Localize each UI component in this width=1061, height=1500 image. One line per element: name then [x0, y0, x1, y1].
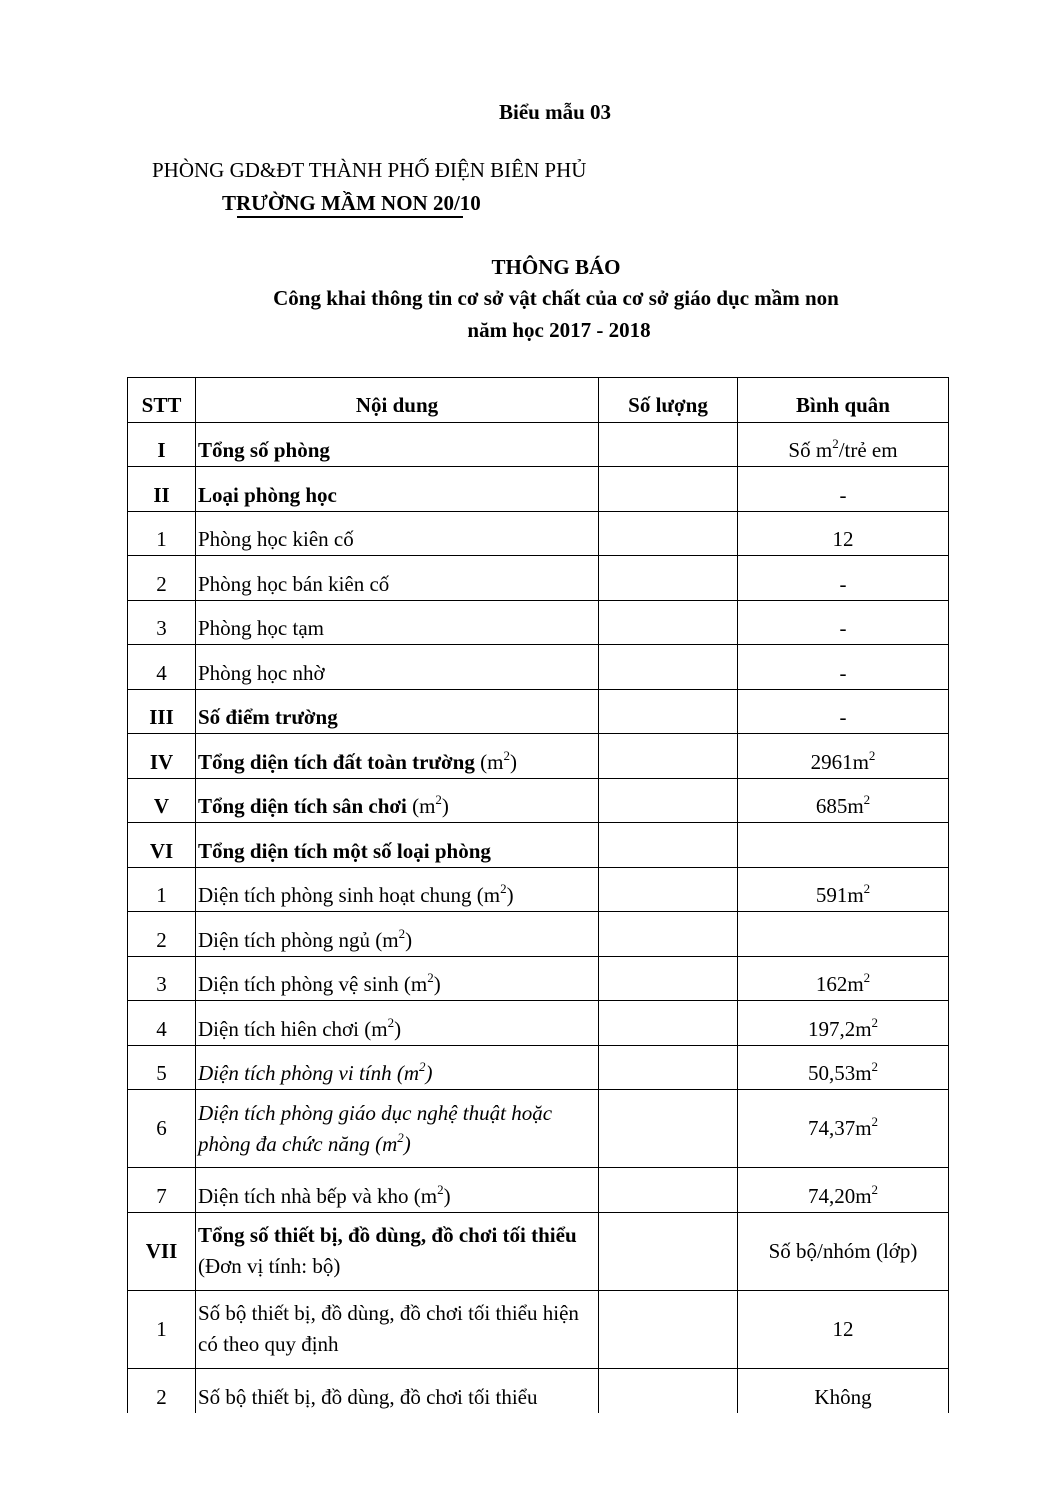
table-row	[128, 689, 949, 734]
table-row	[128, 1045, 949, 1090]
table-row	[128, 778, 949, 823]
row-average: 12	[738, 511, 949, 556]
row-average: -	[738, 689, 949, 734]
row-stt: 1	[128, 1290, 196, 1368]
row-content: Phòng học bán kiên cố	[196, 556, 599, 601]
row-content: Diện tích hiên chơi $(m^2)$	[196, 1001, 599, 1046]
table-row	[128, 1290, 949, 1368]
table-row	[128, 912, 949, 957]
row-content: Diện tích phòng vệ $\sinh (m^2)$	[196, 956, 599, 1001]
row-content: Tổng số thiết bị, đồ dùng, đồ chơi tối thiểu (Đơn vị tính: bộ)	[196, 1212, 599, 1290]
row-content: Diện tích phòng giáo dục nghệ thuật hoặc phòng đa chức năng $(m^2)$	[196, 1090, 599, 1168]
row-quantity	[599, 956, 738, 1001]
row-average: $162m^2$	[738, 956, 949, 1001]
column-header-stt: STT	[128, 378, 196, 423]
department-name: PHÒNG GD&ĐT THÀNH PHỐ ĐIỆN BIÊN PHỦ	[152, 158, 587, 182]
row-average: Không	[738, 1368, 949, 1413]
table-row	[128, 645, 949, 690]
column-header-quantity: Số lượng	[599, 378, 738, 423]
row-content: Số bộ thiết bị, đồ dùng, đồ chơi tối thiểu hiện có theo quy định	[196, 1290, 599, 1368]
row-content: Tổng diện tích một số loại phòng	[196, 823, 599, 868]
row-average: -	[738, 556, 949, 601]
row-quantity	[599, 1168, 738, 1213]
row-stt: 3	[128, 600, 196, 645]
row-average: Số $m^2$/trẻ em	[738, 422, 949, 467]
row-content: Tổng diện tích sân chơi $(m^2)$	[196, 778, 599, 823]
table-row	[128, 600, 949, 645]
row-quantity	[599, 422, 738, 467]
table-row	[128, 867, 949, 912]
table-row	[128, 556, 949, 601]
row-stt: 4	[128, 1001, 196, 1046]
row-stt: 4	[128, 645, 196, 690]
row-content: Tổng số phòng	[196, 422, 599, 467]
row-quantity	[599, 600, 738, 645]
row-average: $74,37m^2$	[738, 1090, 949, 1168]
row-stt: 2	[128, 912, 196, 957]
table-row	[128, 422, 949, 467]
row-stt: 2	[128, 556, 196, 601]
row-stt: IV	[128, 734, 196, 779]
row-average: -	[738, 645, 949, 690]
row-quantity	[599, 511, 738, 556]
row-average: $74,20m^2$	[738, 1168, 949, 1213]
table-row	[128, 467, 949, 512]
row-stt: VII	[128, 1212, 196, 1290]
row-content: Số bộ thiết bị, đồ dùng, đồ chơi tối thiểu	[196, 1368, 599, 1413]
row-stt: 1	[128, 867, 196, 912]
row-average: 12	[738, 1290, 949, 1368]
row-quantity	[599, 467, 738, 512]
row-stt: 5	[128, 1045, 196, 1090]
row-content: Diện tích nhà bếp và kho $(m^2)$	[196, 1168, 599, 1213]
table-row	[128, 823, 949, 868]
row-quantity	[599, 1290, 738, 1368]
row-quantity	[599, 1045, 738, 1090]
row-stt: II	[128, 467, 196, 512]
table-row	[128, 734, 949, 779]
row-average: $50,53m^2$	[738, 1045, 949, 1090]
school-name	[222, 191, 481, 216]
row-stt: 1	[128, 511, 196, 556]
row-average: Số bộ/nhóm (lớp)	[738, 1212, 949, 1290]
row-quantity	[599, 823, 738, 868]
row-content: Phòng học tạm	[196, 600, 599, 645]
row-stt: III	[128, 689, 196, 734]
table-row	[128, 1168, 949, 1213]
school-name-text: TRƯỜNG MẦM NON 20/10	[222, 191, 481, 215]
row-quantity	[599, 556, 738, 601]
notice-subtitle: Công khai thông tin cơ sở vật chất của cơ sở giáo dục mầm non	[273, 286, 839, 310]
row-content: Loại phòng học	[196, 467, 599, 512]
row-average: $591m^2$	[738, 867, 949, 912]
row-content: Diện tích phòng sinh hoạt chung $(m^2)$	[196, 867, 599, 912]
table-row	[128, 1368, 949, 1413]
table-header-row	[128, 378, 949, 423]
row-content: Diện tích phòng ngủ $(m^2)$	[196, 912, 599, 957]
table-row	[128, 1001, 949, 1046]
row-quantity	[599, 1090, 738, 1168]
row-quantity	[599, 1368, 738, 1413]
row-quantity	[599, 1001, 738, 1046]
row-content: Phòng học kiên cố	[196, 511, 599, 556]
row-average: -	[738, 600, 949, 645]
row-average	[738, 823, 949, 868]
table-row	[128, 1212, 949, 1290]
row-average	[738, 912, 949, 957]
row-average: -	[738, 467, 949, 512]
row-content: Số điểm trường	[196, 689, 599, 734]
row-quantity	[599, 645, 738, 690]
row-content: Tổng diện tích đất toàn trường $(m^2)$	[196, 734, 599, 779]
row-average: $197,2m^2$	[738, 1001, 949, 1046]
row-average: $2961m^2$	[738, 734, 949, 779]
row-stt: VI	[128, 823, 196, 868]
notice-title: THÔNG BÁO	[491, 255, 621, 279]
table-row	[128, 956, 949, 1001]
row-stt: V	[128, 778, 196, 823]
row-stt: 3	[128, 956, 196, 1001]
row-content: Diện tích phòng vi tính $(m^2)$	[196, 1045, 599, 1090]
row-quantity	[599, 689, 738, 734]
row-quantity	[599, 778, 738, 823]
row-stt: 7	[128, 1168, 196, 1213]
column-header-content: Nội dung	[196, 378, 599, 423]
row-content: Phòng học nhờ	[196, 645, 599, 690]
row-stt: I	[128, 422, 196, 467]
row-quantity	[599, 1212, 738, 1290]
row-quantity	[599, 734, 738, 779]
row-stt: 6	[128, 1090, 196, 1168]
facilities-table	[127, 377, 949, 1413]
notice-year: năm học 2017 - 2018	[467, 318, 651, 342]
row-quantity	[599, 867, 738, 912]
column-header-average: Bình quân	[738, 378, 949, 423]
row-average: $685m^2$	[738, 778, 949, 823]
row-stt: 2	[128, 1368, 196, 1413]
table-row	[128, 1090, 949, 1168]
row-quantity	[599, 912, 738, 957]
form-code: Biểu mẫu 03	[498, 100, 611, 124]
table-row	[128, 511, 949, 556]
school-name-underline	[237, 216, 463, 218]
